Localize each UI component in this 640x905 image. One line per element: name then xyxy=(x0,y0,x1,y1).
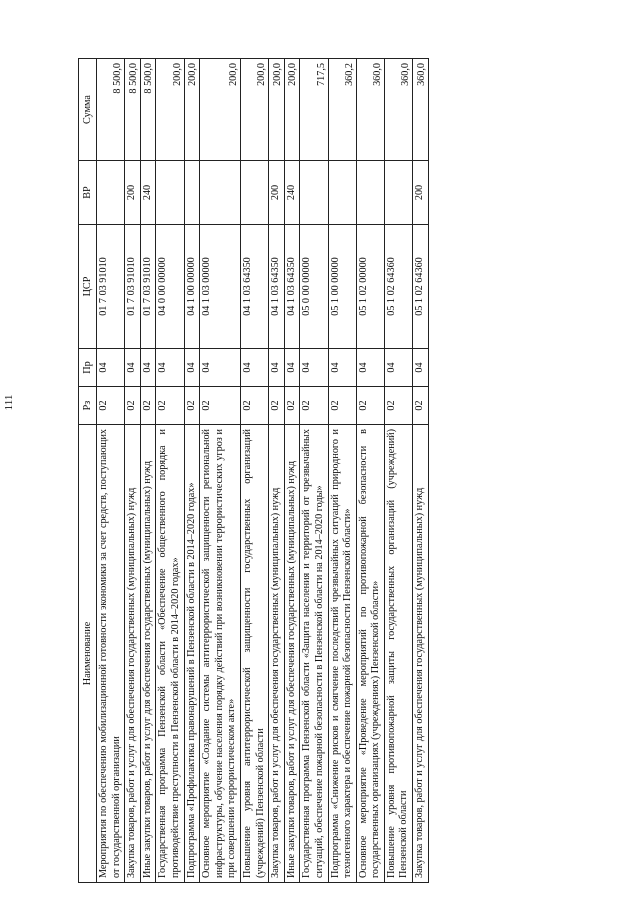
cell-csr: 05 1 02 00000 xyxy=(356,225,384,349)
budget-table xyxy=(78,58,429,883)
cell-sum: 200,0 xyxy=(156,59,184,161)
cell-pr: 04 xyxy=(156,349,184,387)
cell-csr: 01 7 03 91010 xyxy=(140,225,156,349)
cell-csr: 05 1 00 00000 xyxy=(328,225,356,349)
cell-vr: 200 xyxy=(269,161,285,225)
table-row xyxy=(156,59,184,883)
cell-pr: 04 xyxy=(240,349,268,387)
table-row xyxy=(269,59,285,883)
cell-pr: 04 xyxy=(184,349,200,387)
table-row xyxy=(328,59,356,883)
cell-vr xyxy=(300,161,328,225)
cell-sum: 8 500,0 xyxy=(140,59,156,161)
cell-name: Иные закупки товаров, работ и услуг для обеспечения государственных (муниципальных) нужд xyxy=(284,425,300,883)
cell-pr: 04 xyxy=(328,349,356,387)
table-row xyxy=(97,59,125,883)
cell-vr xyxy=(156,161,184,225)
table-row xyxy=(300,59,328,883)
cell-vr: 240 xyxy=(140,161,156,225)
cell-sum: 360,0 xyxy=(384,59,412,161)
column-header-vr: ВР xyxy=(79,161,97,225)
cell-sum: 200,0 xyxy=(269,59,285,161)
cell-pr: 04 xyxy=(200,349,241,387)
cell-name: Подпрограмма «Снижение рисков и смягчение последствий чрезвычайных ситуаций природного и техногенного характера и обеспечение пожарной безопасности Пензенской области» xyxy=(328,425,356,883)
table-row xyxy=(140,59,156,883)
cell-sum: 360,0 xyxy=(413,59,429,161)
cell-name: Подпрограмма «Профилактика правонарушений в Пензенской области в 2014–2020 годах» xyxy=(184,425,200,883)
cell-rz: 02 xyxy=(413,387,429,425)
cell-name: Повышение уровня антитеррористической защищенности государственных организаций (учреждений) Пензенской области xyxy=(240,425,268,883)
cell-pr: 04 xyxy=(97,349,125,387)
cell-rz: 02 xyxy=(240,387,268,425)
cell-rz: 02 xyxy=(300,387,328,425)
cell-vr: 240 xyxy=(284,161,300,225)
cell-pr: 04 xyxy=(140,349,156,387)
cell-rz: 02 xyxy=(284,387,300,425)
cell-rz: 02 xyxy=(125,387,141,425)
table-row xyxy=(184,59,200,883)
table-header-row xyxy=(79,59,97,883)
cell-rz: 02 xyxy=(184,387,200,425)
cell-name: Мероприятия по обеспечению мобилизационной готовности экономики за счет средств, поступающих от государственной организации xyxy=(97,425,125,883)
cell-rz: 02 xyxy=(200,387,241,425)
table-row xyxy=(356,59,384,883)
cell-csr: 04 1 00 00000 xyxy=(184,225,200,349)
cell-csr: 04 1 03 00000 xyxy=(200,225,241,349)
cell-csr: 05 1 02 64360 xyxy=(384,225,412,349)
column-header-pr: Пр xyxy=(79,349,97,387)
cell-sum: 200,0 xyxy=(184,59,200,161)
cell-csr: 04 1 03 64350 xyxy=(240,225,268,349)
cell-vr: 200 xyxy=(413,161,429,225)
cell-name: Закупка товаров, работ и услуг для обеспечения государственных (муниципальных) нужд xyxy=(413,425,429,883)
cell-csr: 04 1 03 64350 xyxy=(284,225,300,349)
column-header-name: Наименование xyxy=(79,425,97,883)
cell-rz: 02 xyxy=(156,387,184,425)
cell-vr xyxy=(184,161,200,225)
cell-sum: 717,5 xyxy=(300,59,328,161)
cell-rz: 02 xyxy=(140,387,156,425)
cell-rz: 02 xyxy=(356,387,384,425)
cell-rz: 02 xyxy=(384,387,412,425)
cell-sum: 8 500,0 xyxy=(97,59,125,161)
cell-vr xyxy=(384,161,412,225)
cell-pr: 04 xyxy=(356,349,384,387)
cell-vr xyxy=(328,161,356,225)
table-row xyxy=(284,59,300,883)
cell-sum: 360,0 xyxy=(356,59,384,161)
cell-name: Основное мероприятие «Проведение мероприятий по противопожарной безопасности в государственных организациях (учреждениях) Пензенской области» xyxy=(356,425,384,883)
cell-pr: 04 xyxy=(300,349,328,387)
cell-vr xyxy=(240,161,268,225)
cell-sum: 8 500,0 xyxy=(125,59,141,161)
cell-vr: 200 xyxy=(125,161,141,225)
table-row xyxy=(240,59,268,883)
cell-name: Основное мероприятие «Создание системы антитеррористической защищенности региональной инфраструктуры, обучение населения порядку действий при возникновении террористических угроз и при совершении террористическом акте» xyxy=(200,425,241,883)
column-header-rz: Рз xyxy=(79,387,97,425)
cell-csr: 05 0 00 00000 xyxy=(300,225,328,349)
table-row xyxy=(125,59,141,883)
cell-name: Государственная программа Пензенской области «Защита населения и территорий от чрезвычайных ситуаций, обеспечение пожарной безопасности в Пензенской области на 2014–2020 годы» xyxy=(300,425,328,883)
page-number: 111 xyxy=(3,394,15,411)
column-header-sum: Сумма xyxy=(79,59,97,161)
table-row xyxy=(413,59,429,883)
cell-sum: 360,2 xyxy=(328,59,356,161)
cell-pr: 04 xyxy=(384,349,412,387)
cell-rz: 02 xyxy=(328,387,356,425)
cell-csr: 01 7 03 91010 xyxy=(97,225,125,349)
cell-rz: 02 xyxy=(269,387,285,425)
cell-name: Государственная программа Пензенской области «Обеспечение общественного порядка и противодействие преступности в Пензенской области в 2014–2020 годах» xyxy=(156,425,184,883)
cell-name: Закупка товаров, работ и услуг для обеспечения государственных (муниципальных) нужд xyxy=(125,425,141,883)
cell-vr xyxy=(200,161,241,225)
cell-name: Повышение уровня противопожарной защиты государственных организаций (учреждений) Пензенской области xyxy=(384,425,412,883)
table-row xyxy=(384,59,412,883)
cell-csr: 01 7 03 91010 xyxy=(125,225,141,349)
cell-sum: 200,0 xyxy=(200,59,241,161)
cell-name: Закупка товаров, работ и услуг для обеспечения государственных (муниципальных) нужд xyxy=(269,425,285,883)
cell-pr: 04 xyxy=(284,349,300,387)
cell-csr: 04 1 03 64350 xyxy=(269,225,285,349)
cell-name: Иные закупки товаров, работ и услуг для обеспечения государственных (муниципальных) нужд xyxy=(140,425,156,883)
cell-pr: 04 xyxy=(269,349,285,387)
cell-sum: 200,0 xyxy=(240,59,268,161)
cell-csr: 05 1 02 64360 xyxy=(413,225,429,349)
cell-pr: 04 xyxy=(125,349,141,387)
cell-pr: 04 xyxy=(413,349,429,387)
cell-sum: 200,0 xyxy=(284,59,300,161)
column-header-csr: ЦСР xyxy=(79,225,97,349)
cell-rz: 02 xyxy=(97,387,125,425)
cell-vr xyxy=(356,161,384,225)
cell-csr: 04 0 00 00000 xyxy=(156,225,184,349)
table-row xyxy=(200,59,241,883)
table-body xyxy=(97,59,429,883)
cell-vr xyxy=(97,161,125,225)
